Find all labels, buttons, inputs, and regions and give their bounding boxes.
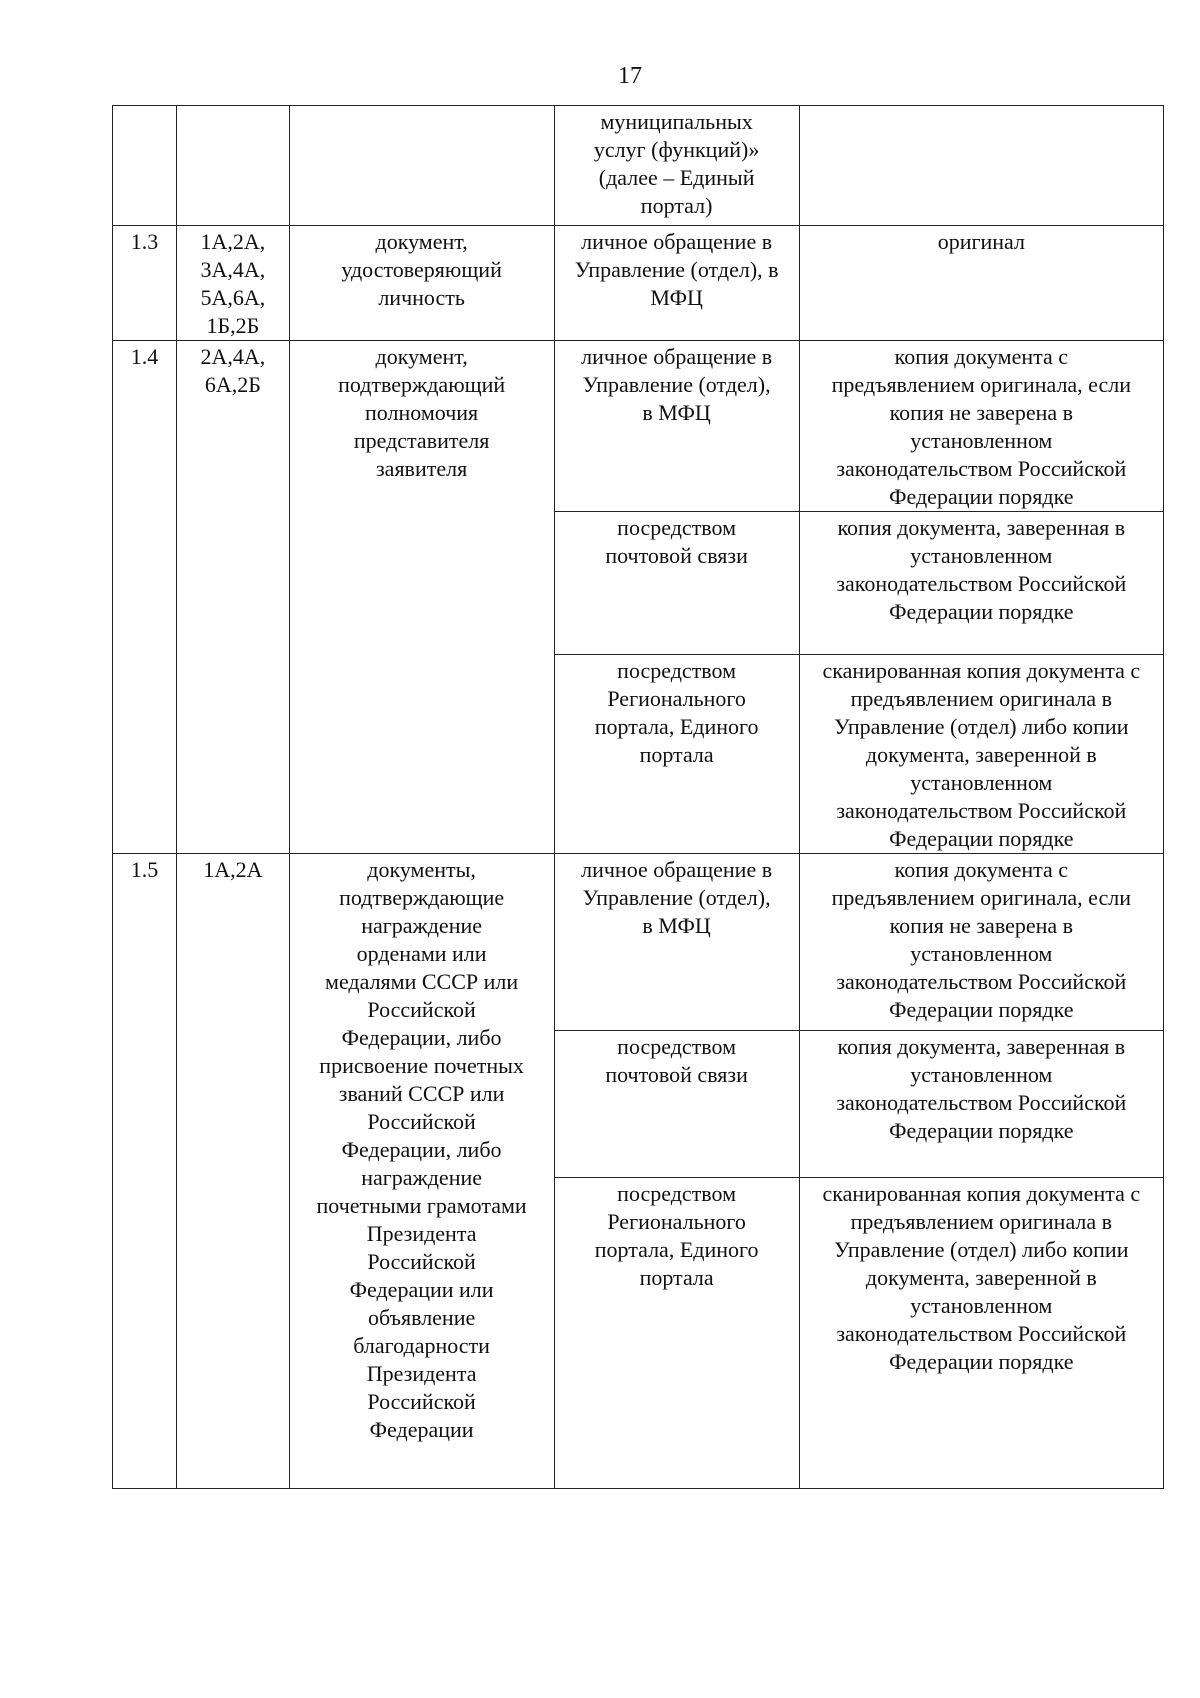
form-cell: оригинал: [799, 226, 1163, 341]
method-cell: муниципальных услуг (функций)» (далее – Единый портал): [554, 106, 799, 226]
table-row-1-4: [113, 341, 1164, 512]
method-cell: посредством Регионального портала, Единого портала: [554, 655, 799, 854]
document-cell: документ, подтверждающий полномочия представителя заявителя: [289, 341, 554, 854]
form-cell: [799, 106, 1163, 226]
form-cell: копия документа, заверенная в установленном законодательством Российской Федерации порядке: [799, 512, 1163, 655]
method-cell: личное обращение в Управление (отдел), в МФЦ: [554, 341, 799, 512]
num-cell: 1.4: [113, 341, 177, 854]
form-cell: сканированная копия документа с предъявлением оригинала в Управление (отдел) либо копии документа, заверенной в установленном законодательством Российской Федерации порядке: [799, 655, 1163, 854]
form-cell: копия документа с предъявлением оригинала, если копия не заверена в установленном законодательством Российской Федерации порядке: [799, 854, 1163, 1031]
num-cell: 1.3: [113, 226, 177, 341]
document-cell: [289, 106, 554, 226]
method-cell: личное обращение в Управление (отдел), в МФЦ: [554, 226, 799, 341]
table-row-1-5: [113, 854, 1164, 1031]
categories-cell: 1А,2А: [177, 854, 290, 1489]
method-cell: посредством почтовой связи: [554, 512, 799, 655]
num-cell: [113, 106, 177, 226]
categories-cell: 2А,4А, 6А,2Б: [177, 341, 290, 854]
form-cell: копия документа, заверенная в установленном законодательством Российской Федерации порядке: [799, 1031, 1163, 1178]
method-cell: посредством Регионального портала, Единого портала: [554, 1178, 799, 1489]
num-cell: 1.5: [113, 854, 177, 1489]
categories-cell: [177, 106, 290, 226]
categories-cell: 1А,2А, 3А,4А, 5А,6А, 1Б,2Б: [177, 226, 290, 341]
document-table: [112, 105, 1164, 1489]
form-cell: копия документа с предъявлением оригинала, если копия не заверена в установленном законодательством Российской Федерации порядке: [799, 341, 1163, 512]
table-row-continuation: [113, 106, 1164, 226]
method-cell: посредством почтовой связи: [554, 1031, 799, 1178]
method-cell: личное обращение в Управление (отдел), в МФЦ: [554, 854, 799, 1031]
document-cell: документы, подтверждающие награждение орденами или медалями СССР или Российской Федерации, либо присвоение почетных званий СССР или Российской Федерации, либо награждение почетными грамотами Президента Российской Федерации или объявление благодарности Президента Российской Федерации: [289, 854, 554, 1489]
form-cell: сканированная копия документа с предъявлением оригинала в Управление (отдел) либо копии документа, заверенной в установленном законодательством Российской Федерации порядке: [799, 1178, 1163, 1489]
page-number: 17: [618, 63, 642, 89]
table-row-1-3: [113, 226, 1164, 341]
document-cell: документ, удостоверяющий личность: [289, 226, 554, 341]
